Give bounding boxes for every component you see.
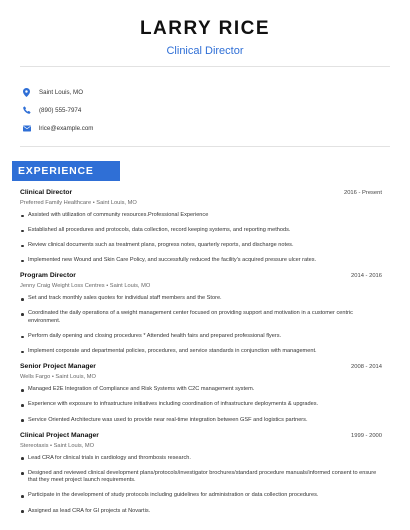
job-bullet: Service Oriented Architecture was used to provide near real-time integration between GSF and logistics partners. <box>20 417 382 425</box>
contact-phone <box>22 101 93 119</box>
job-company: Wells Fargo <box>20 374 51 381</box>
contact-email-text: lrice@example.com <box>39 124 94 132</box>
job-bullet: Assisted with utilization of community resources.Professional Experience <box>20 212 382 220</box>
experience-list <box>20 189 382 523</box>
job-bullet: Assigned as lead CRA for GI projects at Novartis. <box>20 508 382 516</box>
job-bullet: Review clinical documents such as treatment plans, progress notes, quarterly reports, and discharge notes. <box>20 242 382 250</box>
job-location: Saint Louis, MO <box>109 283 151 290</box>
location-pin-icon <box>22 87 31 97</box>
job-location: Saint Louis, MO <box>55 374 96 381</box>
job-dates: 2014 - 2016 <box>351 273 382 280</box>
job-bullet: Participate in the development of study protocols including guidelines for administration or data collection procedures. <box>20 492 382 500</box>
job-dates: 1999 - 2000 <box>351 432 382 439</box>
job-dates: 2016 - Present <box>343 190 382 196</box>
job-bullet: Implement corporate and departmental policies, procedures, and service standards in conjunction with management. <box>20 348 382 356</box>
job-company: Jenny Craig Weight Loss Centres <box>20 283 105 290</box>
job-bullet: Lead CRA for clinical trials in cardiology and thrombosis research. <box>20 455 382 463</box>
contact-divider <box>20 146 390 147</box>
job-company-line: Wells Fargo • Saint Louis, MO <box>20 374 96 381</box>
section-title-experience: EXPERIENCE <box>18 165 94 177</box>
job-bullet: Experience with exposure to infrastructure initiatives including coordination of infrastructure deployments & upgrades. <box>20 401 382 409</box>
job-bullet: Managed E2E Integration of Compliance and Risk Systems with C2C management system. <box>20 386 382 394</box>
job-role: Program Director <box>20 272 76 280</box>
candidate-name: LARRY RICE <box>139 18 271 39</box>
job-bullet: Implemented new Wound and Skin Care Policy, and successfully reduced the facility's acquired pressure ulcer rates. <box>20 257 382 265</box>
candidate-title: Clinical Director <box>166 45 244 57</box>
job-entry <box>20 272 382 355</box>
job-company-line: Preferred Family Healthcare • Saint Louis, MO <box>20 200 137 206</box>
contact-list <box>22 83 93 137</box>
job-bullet: Established all procedures and protocols, data collection, record keeping systems, and reporting methods. <box>20 227 382 235</box>
job-location: Saint Louis, MO <box>53 442 95 449</box>
job-entry <box>20 189 382 265</box>
job-bullet: Coordinated the daily operations of a weight management center focused on providing support and motivation in a customer centric environment. <box>20 310 382 325</box>
contact-location <box>22 83 93 101</box>
job-role: Clinical Director <box>20 189 73 196</box>
job-role: Clinical Project Manager <box>20 431 99 439</box>
job-company-line: Stereotaxis • Saint Louis, MO <box>20 442 95 449</box>
job-dates: 2008 - 2014 <box>351 364 382 371</box>
job-bullet: Perform daily opening and closing procedures * Attended health fairs and prepared professional flyers. <box>20 333 382 341</box>
job-bullet: Set and track monthly sales quotes for individual staff members and the Store. <box>20 295 382 303</box>
contact-location-text: Saint Louis, MO <box>39 88 84 96</box>
job-location: Saint Louis, MO <box>96 200 137 206</box>
job-role: Senior Project Manager <box>20 363 96 371</box>
job-company-line: Jenny Craig Weight Loss Centres • Saint Louis, MO <box>20 283 151 290</box>
job-company: Preferred Family Healthcare <box>20 200 92 206</box>
resume-header <box>0 0 410 58</box>
job-bullets <box>20 386 382 424</box>
job-bullets <box>20 455 382 515</box>
header-divider <box>20 66 390 67</box>
contact-email <box>22 119 93 137</box>
job-bullet: Designed and reviewed clinical development plans/protocols/investigator brochures/standard procedure manuals/informed consent to ensure that they meet project launch requirements. <box>20 470 382 485</box>
job-entry <box>20 432 382 515</box>
job-bullets <box>20 212 382 265</box>
contact-phone-text: (890) 555-7974 <box>39 106 82 114</box>
job-entry <box>20 363 382 424</box>
email-icon <box>22 123 31 133</box>
job-bullets <box>20 295 382 355</box>
phone-icon <box>22 105 31 115</box>
job-company: Stereotaxis <box>20 442 49 449</box>
